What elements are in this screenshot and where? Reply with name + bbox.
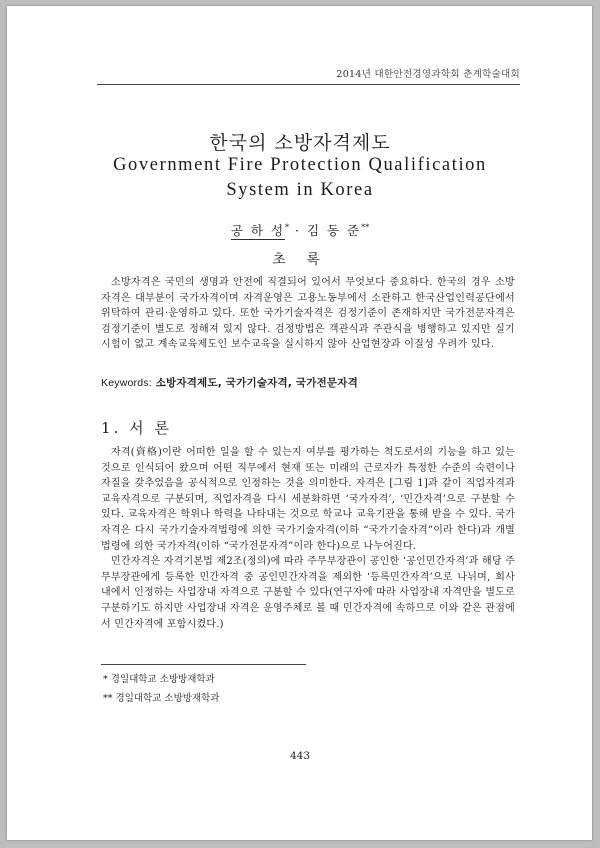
keywords-line: [101, 375, 358, 390]
author-2: 김 동 준: [306, 223, 362, 238]
section-body: [101, 445, 515, 632]
keywords-label: Keywords:: [101, 377, 152, 389]
title-english-line1: Government Fire Protection Qualification: [113, 155, 487, 175]
section-heading: 1. 서 론: [101, 419, 172, 437]
abstract-heading: 초 록: [272, 252, 328, 268]
title-korean: 한국의 소방자격제도: [209, 132, 391, 154]
title-english-line2: System in Korea: [226, 180, 374, 200]
footnotes: [103, 670, 220, 708]
abstract-body: [101, 275, 515, 353]
author-2-mark: **: [361, 222, 370, 232]
body-paragraph-2: 민간자격은 자격기본법 제2조(정의)에 따라 주무부장관이 공인한 ‘공인민간자격’과 해당 주무부장관에게 등록한 민간자격 중 공인민간자격을 제외한 ‘등록민간자격’으로 나뉘며, 회사 내에서 인정하는 사업장내 자격으로 구분할 수 있다(연구자에 따라 사업장내 자격만을 별도로 구분하기도 하지만 사업장내 자격은 운영주체로 볼 때 민간자격에 속하므로 이와 같은 관점에서 민간자격에 포함시켰다.): [101, 556, 515, 630]
header-rule: [97, 84, 520, 85]
abstract-text: 소방자격은 국민의 생명과 안전에 직결되어 있어서 무엇보다 중요하다. 한국의 경우 소방자격은 대부분이 국가자격이며 자격운영은 고용노동부에서 소관하고 한국산업인력공단에서 위탁하여 관리·운영하고 있다. 또한 국가기술자격은 검정기준이 존재하지만 국가전문자격은 검정기준이 별도로 정해져 있지 않다. 검정방법은 객관식과 주관식을 병행하고 있지만 실기시험이 없고 계속교육제도인 보수교육을 실시하지 않아 산업현장과 이질성 우려가 있다.: [101, 277, 515, 351]
author-separator: ·: [289, 223, 307, 238]
title-english: [0, 153, 600, 203]
author-line: [0, 221, 600, 239]
conference-header: 2014년 대한안전경영과학회 춘계학술대회: [336, 69, 520, 80]
body-paragraph-1: 자격(資格)이란 어떠한 일을 할 수 있는지 여부를 평가하는 척도로서의 기능을 하고 있는 것으로 인식되어 왔으며 어떤 직무에서 현재 또는 미래의 근로자가 특정한 수준의 숙련이나 자질을 갖추었음을 공식적으로 인정하는 것을 의미한다. 자격은 [그림 1]과 같이 직업자격과 교육자격으로 구분되며, 직업자격을 다시 세분화하면 ‘국가자격’, ‘민간자격’으로 구분할 수 있다. 교육자격은 학위나 학력을 나타내는 것으로 학교나 교육기관을 통해 받을 수 있다. 국가자격은 다시 국가기술자격법령에 의한 국가기술자격(이하 “국가기술자격”이라 한다)과 개별법령에 의한 국가자격(이하 “국가전문자격”이라 한다)으로 나누어진다.: [101, 447, 515, 552]
footnote-rule: [101, 664, 306, 665]
keywords-value: 소방자격제도, 국가기술자격, 국가전문자격: [155, 377, 358, 389]
footnote-1: * 경일대학교 소방방재학과: [103, 674, 215, 685]
author-1: 공 하 성: [230, 223, 286, 238]
author-1-mark: *: [285, 222, 290, 232]
footnote-2: ** 경일대학교 소방방재학과: [103, 693, 220, 704]
page-number: 443: [289, 750, 311, 762]
